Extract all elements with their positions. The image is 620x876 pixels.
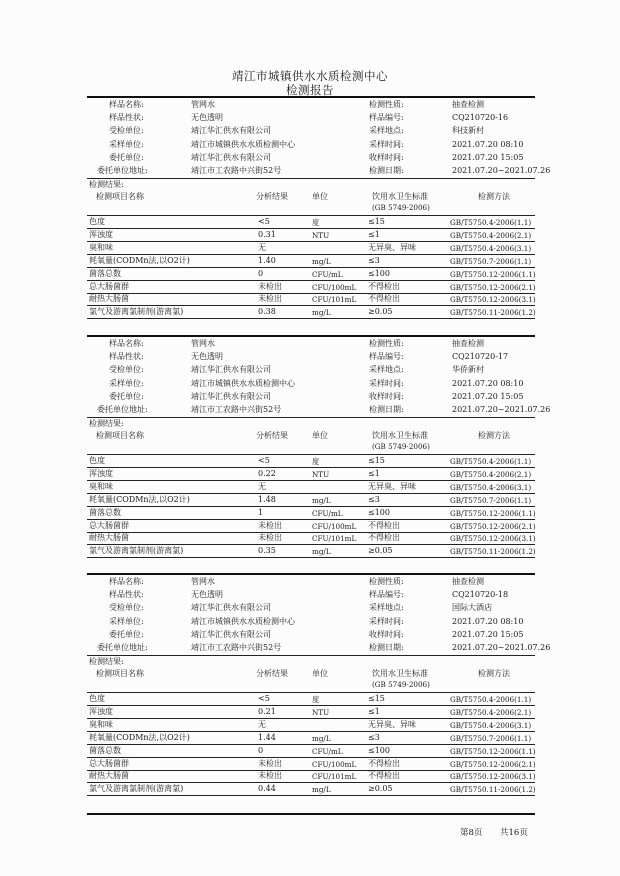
row-method: GB/T5750.12-2006(2.1): [450, 521, 536, 531]
label-test_nature: 检测性质:: [369, 339, 404, 348]
row-result: 0.44: [258, 784, 276, 794]
receive-time-value: 2021.07.20 15:05: [452, 391, 524, 401]
row-method: GB/T5750.12-2006(1.1): [450, 508, 536, 518]
label-receive_time: 收样时间:: [369, 152, 404, 162]
label-commission_addr: 委托单位地址:: [97, 643, 148, 652]
divider-line: [87, 506, 535, 507]
sampling-unit-value: 靖江市城镇供水水质检测中心: [191, 378, 295, 388]
row-method: GB/T5750.12-2006(3.1): [450, 534, 536, 544]
row-standard: ≤100: [368, 745, 390, 755]
label-sampling_site: 采样地点:: [369, 365, 404, 375]
row-result: 1.40: [258, 255, 276, 265]
row-method: GB/T5750.12-2006(2.1): [450, 759, 536, 769]
label-commission_unit: 委托单位:: [109, 629, 144, 639]
label-sampling_site: 采样地点:: [369, 603, 404, 613]
divider-line: [87, 228, 535, 229]
row-result: <5: [258, 217, 270, 226]
row-result: 0.35: [258, 546, 276, 556]
row-standard: ≤1: [368, 468, 380, 478]
row-unit: NTU: [312, 469, 330, 479]
label-client_unit: 受检单位:: [109, 126, 144, 136]
row-item-name: 浑浊度: [89, 229, 113, 239]
label-sample_name: 样品名称:: [109, 100, 144, 109]
row-method: GB/T5750.4-2006(1.1): [450, 457, 532, 466]
row-result: <5: [258, 456, 270, 465]
test-date-value: 2021.07.20~2021.07.26: [452, 405, 551, 414]
label-sampling_unit: 采样单位:: [109, 378, 144, 388]
column-header-standard: 饮用水卫生标准: [372, 192, 428, 201]
row-unit: CFU/100mL: [312, 282, 357, 292]
row-standard: 不得检出: [368, 771, 400, 781]
row-unit: CFU/mL: [312, 269, 343, 279]
label-test_nature: 检测性质:: [369, 100, 404, 109]
row-method: GB/T5750.4-2006(2.1): [450, 707, 532, 717]
divider-line: [87, 731, 535, 732]
column-header-item: 检测项目名称: [96, 669, 144, 678]
sample-state-value: 无色透明: [191, 113, 223, 123]
sample-no-value: CQ210720-16: [452, 113, 509, 123]
commission-addr-value: 靖江市工农路中兴街52号: [191, 405, 282, 414]
row-unit: mg/L: [312, 495, 331, 505]
row-standard: 无异臭、异味: [368, 481, 416, 491]
report-title: 检测报告: [286, 83, 334, 97]
label-sampling_time: 采样时间:: [369, 378, 404, 388]
row-unit: mg/L: [312, 547, 331, 557]
row-standard: ≤15: [368, 694, 385, 703]
sample-name-value: 管网水: [191, 577, 215, 586]
row-item-name: 臭和味: [89, 242, 113, 252]
row-standard: ≤3: [368, 255, 380, 265]
sampling-time-value: 2021.07.20 08:10: [452, 139, 524, 149]
row-standard: ≤15: [368, 217, 385, 226]
row-method: GB/T5750.11-2006(1.2): [450, 308, 536, 318]
label-receive_time: 收样时间:: [369, 391, 404, 401]
divider-line: [87, 467, 535, 468]
label-sample_name: 样品名称:: [109, 339, 144, 348]
divider-line: [87, 96, 535, 98]
divider-line: [87, 293, 535, 294]
client-unit-value: 靖江华汇供水有限公司: [191, 126, 271, 136]
column-header-standard-sub: (GB 5749-2006): [372, 203, 430, 212]
sampling-site-value: 科技新村: [452, 126, 484, 136]
label-sample_name: 样品名称:: [109, 577, 144, 586]
row-unit: CFU/100mL: [312, 521, 357, 531]
divider-line: [87, 280, 535, 281]
row-method: GB/T5750.4-2006(3.1): [450, 243, 532, 253]
row-result: 0.21: [258, 706, 276, 716]
sample-no-value: CQ210720-17: [452, 352, 509, 362]
column-header-standard-sub: (GB 5749-2006): [372, 680, 430, 689]
column-header-method: 检测方法: [478, 431, 510, 440]
row-result: 0: [258, 268, 264, 278]
divider-line: [87, 532, 535, 533]
label-sample_no: 样品编号:: [369, 352, 404, 362]
row-result: 无: [258, 481, 266, 491]
label-commission_unit: 委托单位:: [109, 391, 144, 401]
page-total: 共16页: [500, 828, 528, 838]
divider-line: [87, 241, 535, 242]
row-standard: ≤1: [368, 706, 380, 716]
row-standard: ≥0.05: [368, 546, 393, 556]
row-standard: ≤100: [368, 507, 390, 517]
divider-line: [87, 655, 535, 656]
label-test_nature: 检测性质:: [369, 577, 404, 586]
row-item-name: 耗氧量(CODMn法,以O2计): [89, 732, 190, 742]
row-item-name: 浑浊度: [89, 468, 113, 478]
divider-line: [87, 770, 535, 771]
column-header-unit: 单位: [312, 669, 328, 678]
row-unit: CFU/101mL: [312, 534, 357, 544]
sample-name-value: 管网水: [191, 100, 215, 109]
row-result: 未检出: [258, 281, 282, 291]
row-item-name: 菌落总数: [89, 507, 121, 517]
row-item-name: 氯气及游离氯制剂(游离氯): [89, 307, 184, 317]
client-unit-value: 靖江华汇供水有限公司: [191, 603, 271, 613]
row-method: GB/T5750.12-2006(2.1): [450, 282, 536, 292]
row-method: GB/T5750.12-2006(1.1): [450, 269, 536, 279]
label-test_date: 检测日期:: [369, 405, 404, 414]
row-item-name: 氯气及游离氯制剂(游离氯): [89, 546, 184, 556]
sample-state-value: 无色透明: [191, 352, 223, 362]
row-unit: CFU/100mL: [312, 759, 357, 769]
row-method: GB/T5750.7-2006(1.1): [450, 495, 532, 505]
row-standard: 不得检出: [368, 281, 400, 291]
test-nature-value: 抽查检测: [452, 339, 484, 348]
row-item-name: 耐热大肠菌: [89, 533, 129, 543]
row-standard: 不得检出: [368, 294, 400, 304]
row-result: 0.38: [258, 307, 276, 317]
row-result: 未检出: [258, 758, 282, 768]
row-item-name: 色度: [89, 217, 105, 226]
divider-line: [87, 573, 535, 575]
divider-line: [87, 480, 535, 481]
results-label: 检测结果:: [89, 657, 124, 666]
label-client_unit: 受检单位:: [109, 365, 144, 375]
row-standard: 不得检出: [368, 520, 400, 530]
row-item-name: 耐热大肠菌: [89, 294, 129, 304]
row-result: 未检出: [258, 771, 282, 781]
sampling-time-value: 2021.07.20 08:10: [452, 616, 524, 626]
column-header-method: 检测方法: [478, 192, 510, 201]
column-header-unit: 单位: [312, 192, 328, 201]
row-standard: ≤3: [368, 494, 380, 504]
label-sampling_unit: 采样单位:: [109, 616, 144, 626]
row-method: GB/T5750.12-2006(1.1): [450, 746, 536, 756]
label-sample_state: 样品性状:: [109, 113, 144, 123]
row-method: GB/T5750.4-2006(2.1): [450, 230, 532, 240]
row-item-name: 浑浊度: [89, 706, 113, 716]
sample-name-value: 管网水: [191, 339, 215, 348]
commission-addr-value: 靖江市工农路中兴街52号: [191, 643, 282, 652]
row-unit: mg/L: [312, 785, 331, 795]
row-result: 未检出: [258, 533, 282, 543]
column-header-method: 检测方法: [478, 669, 510, 678]
test-date-value: 2021.07.20~2021.07.26: [452, 643, 551, 652]
row-result: 0.22: [258, 468, 276, 478]
row-unit: CFU/mL: [312, 746, 343, 756]
row-item-name: 耗氧量(CODMn法,以O2计): [89, 494, 190, 504]
row-item-name: 耗氧量(CODMn法,以O2计): [89, 255, 190, 265]
row-unit: mg/L: [312, 733, 331, 743]
row-result: 无: [258, 719, 266, 729]
row-unit: CFU/101mL: [312, 295, 357, 305]
results-label: 检测结果:: [89, 419, 124, 428]
sampling-site-value: 华侨新村: [452, 365, 484, 375]
divider-line: [87, 335, 535, 337]
row-result: <5: [258, 694, 270, 703]
row-standard: ≥0.05: [368, 307, 393, 317]
column-header-standard-sub: (GB 5749-2006): [372, 442, 430, 451]
divider-line: [87, 557, 535, 558]
sampling-unit-value: 靖江市城镇供水水质检测中心: [191, 139, 295, 149]
row-unit: CFU/mL: [312, 508, 343, 518]
column-header-result: 分析结果: [256, 192, 288, 201]
divider-line: [87, 454, 535, 455]
label-client_unit: 受检单位:: [109, 603, 144, 613]
page-number: 第8页: [460, 828, 483, 838]
column-header-result: 分析结果: [256, 669, 288, 678]
commission-unit-value: 靖江华汇供水有限公司: [191, 391, 271, 401]
divider-line: [87, 254, 535, 255]
row-result: 未检出: [258, 294, 282, 304]
label-sample_state: 样品性状:: [109, 352, 144, 362]
divider-line: [87, 267, 535, 268]
row-method: GB/T5750.4-2006(1.1): [450, 218, 532, 227]
divider-line: [87, 178, 535, 179]
commission-unit-value: 靖江华汇供水有限公司: [191, 629, 271, 639]
row-item-name: 色度: [89, 456, 105, 465]
row-item-name: 总大肠菌群: [89, 281, 129, 291]
row-method: GB/T5750.7-2006(1.1): [450, 256, 532, 266]
row-item-name: 臭和味: [89, 481, 113, 491]
test-nature-value: 抽查检测: [452, 100, 484, 109]
divider-line: [87, 757, 535, 758]
divider-line: [87, 417, 535, 418]
divider-line: [87, 705, 535, 706]
test-date-value: 2021.07.20~2021.07.26: [452, 166, 551, 175]
row-method: GB/T5750.4-2006(2.1): [450, 469, 532, 479]
column-header-unit: 单位: [312, 431, 328, 440]
label-test_date: 检测日期:: [369, 166, 404, 175]
divider-line: [87, 215, 535, 216]
row-method: GB/T5750.4-2006(1.1): [450, 695, 532, 704]
receive-time-value: 2021.07.20 15:05: [452, 152, 524, 162]
label-commission_unit: 委托单位:: [109, 152, 144, 162]
column-header-item: 检测项目名称: [96, 431, 144, 440]
row-item-name: 菌落总数: [89, 268, 121, 278]
row-item-name: 总大肠菌群: [89, 520, 129, 530]
divider-line: [87, 519, 535, 520]
sampling-time-value: 2021.07.20 08:10: [452, 378, 524, 388]
row-result: 未检出: [258, 520, 282, 530]
row-result: 1.48: [258, 494, 276, 504]
row-result: 1.44: [258, 732, 276, 742]
divider-line: [87, 795, 535, 796]
row-standard: ≤15: [368, 456, 385, 465]
label-sample_no: 样品编号:: [369, 590, 404, 600]
row-method: GB/T5750.11-2006(1.2): [450, 547, 536, 557]
row-item-name: 氯气及游离氯制剂(游离氯): [89, 784, 184, 794]
divider-line: [87, 493, 535, 494]
commission-addr-value: 靖江市工农路中兴街52号: [191, 166, 282, 175]
label-sampling_site: 采样地点:: [369, 126, 404, 136]
row-unit: NTU: [312, 230, 330, 240]
row-result: 1: [258, 507, 264, 517]
row-result: 无: [258, 242, 266, 252]
row-unit: CFU/101mL: [312, 772, 357, 782]
row-method: GB/T5750.7-2006(1.1): [450, 733, 532, 743]
sampling-unit-value: 靖江市城镇供水水质检测中心: [191, 616, 295, 626]
label-sampling_time: 采样时间:: [369, 616, 404, 626]
row-standard: ≤3: [368, 732, 380, 742]
label-commission_addr: 委托单位地址:: [97, 166, 148, 175]
label-sampling_time: 采样时间:: [369, 139, 404, 149]
org-title: 靖江市城镇供水水质检测中心: [232, 69, 388, 83]
row-item-name: 菌落总数: [89, 745, 121, 755]
label-sample_state: 样品性状:: [109, 590, 144, 600]
row-standard: 不得检出: [368, 533, 400, 543]
row-standard: ≤100: [368, 268, 390, 278]
row-item-name: 臭和味: [89, 719, 113, 729]
label-test_date: 检测日期:: [369, 643, 404, 652]
row-unit: NTU: [312, 707, 330, 717]
row-method: GB/T5750.12-2006(3.1): [450, 772, 536, 782]
row-unit: mg/L: [312, 308, 331, 318]
divider-line: [87, 813, 535, 815]
row-unit: 度: [312, 695, 320, 704]
label-sample_no: 样品编号:: [369, 113, 404, 123]
column-header-item: 检测项目名称: [96, 192, 144, 201]
label-commission_addr: 委托单位地址:: [97, 405, 148, 414]
row-method: GB/T5750.4-2006(3.1): [450, 482, 532, 492]
divider-line: [87, 744, 535, 745]
row-item-name: 耐热大肠菌: [89, 771, 129, 781]
sampling-site-value: 国际大酒店: [452, 603, 492, 613]
row-result: 0: [258, 745, 264, 755]
sample-no-value: CQ210720-18: [452, 590, 509, 600]
label-receive_time: 收样时间:: [369, 629, 404, 639]
divider-line: [87, 692, 535, 693]
test-nature-value: 抽查检测: [452, 577, 484, 586]
row-result: 0.31: [258, 229, 276, 239]
row-method: GB/T5750.11-2006(1.2): [450, 785, 536, 795]
column-header-standard: 饮用水卫生标准: [372, 669, 428, 678]
sample-state-value: 无色透明: [191, 590, 223, 600]
row-standard: 无异臭、异味: [368, 242, 416, 252]
receive-time-value: 2021.07.20 15:05: [452, 629, 524, 639]
row-standard: ≤1: [368, 229, 380, 239]
divider-line: [87, 718, 535, 719]
row-unit: mg/L: [312, 256, 331, 266]
client-unit-value: 靖江华汇供水有限公司: [191, 365, 271, 375]
row-item-name: 色度: [89, 694, 105, 703]
row-method: GB/T5750.12-2006(3.1): [450, 295, 536, 305]
row-standard: ≥0.05: [368, 784, 393, 794]
column-header-standard: 饮用水卫生标准: [372, 431, 428, 440]
row-method: GB/T5750.4-2006(3.1): [450, 720, 532, 730]
column-header-result: 分析结果: [256, 431, 288, 440]
row-standard: 不得检出: [368, 758, 400, 768]
row-unit: 度: [312, 457, 320, 466]
row-standard: 无异臭、异味: [368, 719, 416, 729]
row-unit: 度: [312, 218, 320, 227]
commission-unit-value: 靖江华汇供水有限公司: [191, 152, 271, 162]
label-sampling_unit: 采样单位:: [109, 139, 144, 149]
row-item-name: 总大肠菌群: [89, 758, 129, 768]
divider-line: [87, 318, 535, 319]
results-label: 检测结果:: [89, 180, 124, 189]
